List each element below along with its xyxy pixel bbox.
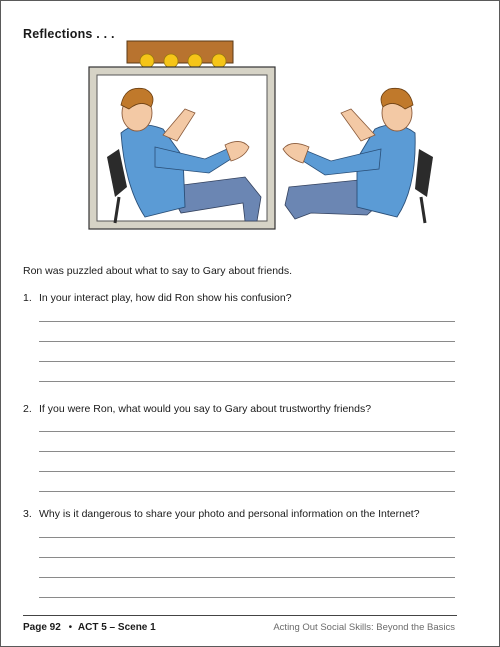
boy-figure-icon-real [283, 88, 433, 223]
question-text: Why is it dangerous to share your photo and personal information on the Internet? [39, 508, 420, 520]
footer-divider [23, 615, 457, 616]
answer-line[interactable] [39, 321, 455, 322]
footer-page-info [23, 622, 156, 633]
question-3 [23, 508, 420, 520]
question-number: 2. [23, 403, 32, 415]
book-title: Acting Out Social Skills: Beyond the Basics [273, 622, 455, 633]
question-number: 3. [23, 508, 32, 520]
answer-line[interactable] [39, 597, 455, 598]
question-1 [23, 292, 292, 304]
answer-line[interactable] [39, 451, 455, 452]
answer-line[interactable] [39, 537, 455, 538]
answer-line[interactable] [39, 361, 455, 362]
answer-line[interactable] [39, 471, 455, 472]
answer-line[interactable] [39, 431, 455, 432]
section-label: ACT 5 – Scene 1 [77, 622, 156, 633]
page-title: Reflections . . . [23, 27, 115, 41]
question-number: 1. [23, 292, 32, 304]
intro-text: Ron was puzzled about what to say to Gary about friends. [23, 265, 293, 277]
answer-line[interactable] [39, 577, 455, 578]
question-2 [23, 403, 371, 415]
question-text: If you were Ron, what would you say to Gary about trustworthy friends? [39, 403, 372, 415]
page-number: Page 92 [23, 622, 61, 633]
answer-line[interactable] [39, 491, 455, 492]
question-text: In your interact play, how did Ron show his confusion? [39, 292, 292, 304]
mirror-illustration [85, 37, 445, 233]
footer-bullet: • [68, 622, 73, 633]
answer-line[interactable] [39, 341, 455, 342]
answer-line[interactable] [39, 557, 455, 558]
answer-line[interactable] [39, 381, 455, 382]
vanity-lights-icon [127, 41, 233, 68]
